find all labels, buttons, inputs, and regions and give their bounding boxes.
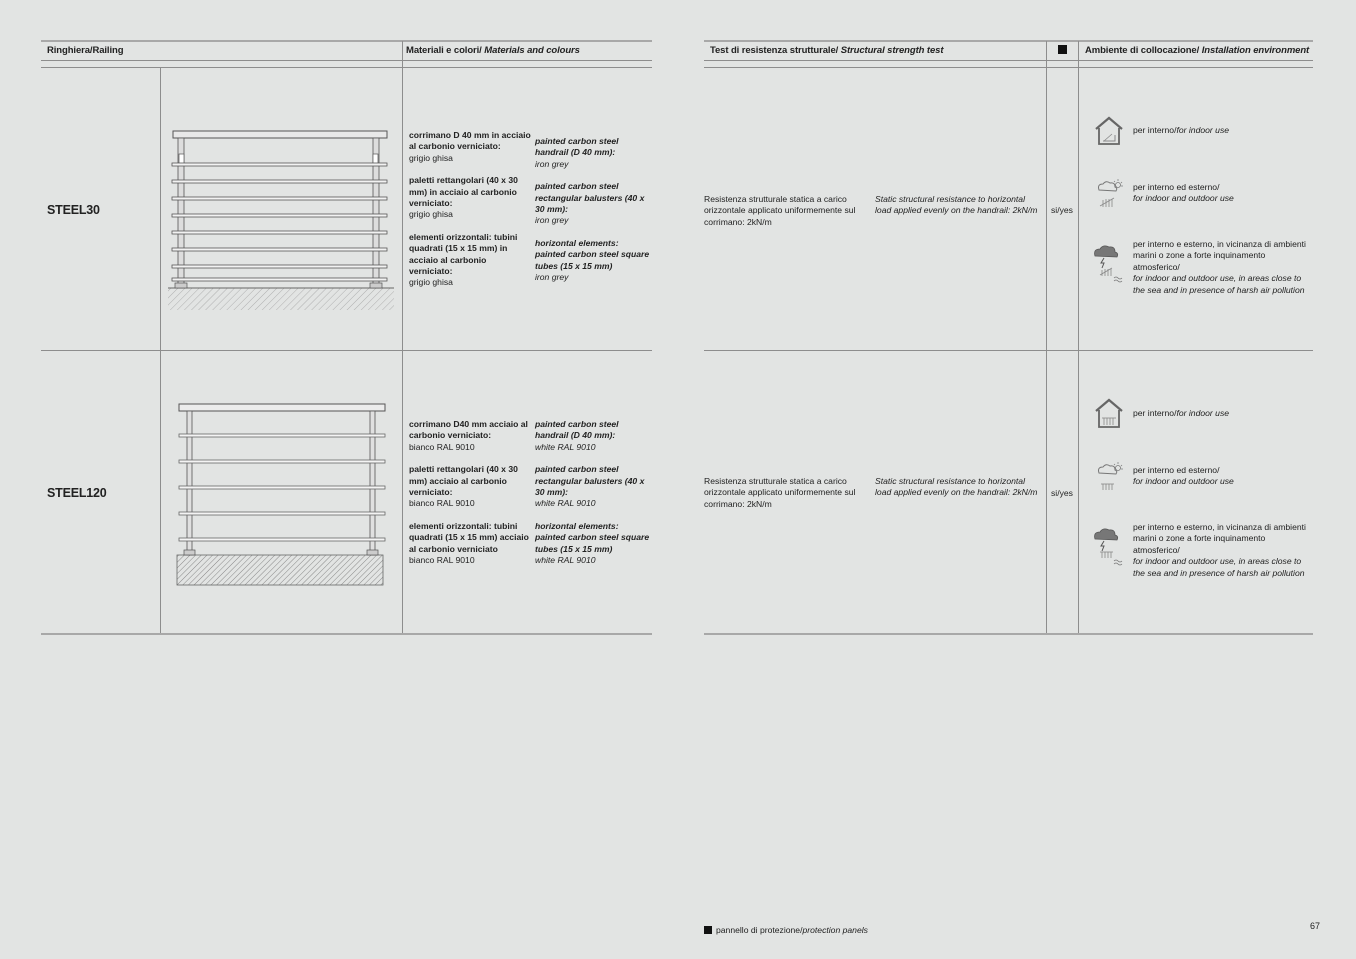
page-number: 67: [1310, 921, 1321, 931]
materials-it: corrimano D 40 mm in acciaio al carbonio verniciato: grigio ghisa paletti rettangolari (40 x 30 mm) in acciaio al carbonio verniciato: grigio ghisa elementi orizzontali: tubini quadrati (15 x 15 mm) in acciaio al carbonio verniciato: grigio ghisa: [409, 130, 531, 288]
storm-sea-icon: [1092, 244, 1126, 284]
storm-sea-icon: [1092, 527, 1126, 567]
materials-en: painted carbon steel handrail (D 40 mm): white RAL 9010 painted carbon steel rectangular balusters (40 x 30 mm): white RAL 9010 horizontal elements: painted carbon steel square tubes (15 x 15 mm) white RAL 9010: [535, 419, 650, 566]
legend-protection-panels: pannello di protezione/protection panels: [704, 925, 868, 935]
header-strength-test: Test di resistenza strutturale/ Structural strength test: [710, 45, 944, 56]
model-name: STEEL30: [47, 203, 100, 217]
materials-en: painted carbon steel handrail (D 40 mm): iron grey painted carbon steel rectangular balusters (40 x 30 mm): iron grey horizontal elements: painted carbon steel square tubes (15 x 15 mm) iron grey: [535, 136, 650, 283]
square-icon: [704, 926, 712, 934]
railing-drawing-steel120: [175, 400, 387, 590]
test-description-en: Static structural resistance to horizontal load applied evenly on the handrail: 2kN/m: [875, 194, 1038, 216]
environment-text: per interno/for indoor use: [1133, 125, 1230, 135]
panel-square-icon: [1058, 45, 1067, 54]
model-name: STEEL120: [47, 486, 107, 500]
panel-value: si/yes: [1051, 488, 1073, 498]
environment-text: per interno e esterno, in vicinanza di ambienti marini o zone a forte inquinamento atmosferico/ for indoor and outdoor use, in areas close to the sea and in presence of harsh air pollution: [1133, 522, 1306, 578]
environment-text: per interno ed esterno/ for indoor and outdoor use: [1133, 182, 1234, 204]
header-railing: Ringhiera/Railing: [47, 45, 124, 56]
cloud-sun-icon: [1094, 178, 1124, 210]
test-description-it: Resistenza strutturale statica a carico orizzontale applicato uniformemente sul corrimano: 2kN/m: [704, 476, 856, 509]
environment-text: per interno/for indoor use: [1133, 408, 1230, 418]
cloud-sun-icon: [1094, 461, 1124, 493]
header-environment: Ambiente di collocazione/ Installation environment: [1085, 45, 1310, 56]
environment-text: per interno ed esterno/ for indoor and outdoor use: [1133, 465, 1234, 487]
test-description-en: Static structural resistance to horizontal load applied evenly on the handrail: 2kN/m: [875, 476, 1038, 498]
panel-value: si/yes: [1051, 205, 1073, 215]
environment-text: per interno e esterno, in vicinanza di ambienti marini o zone a forte inquinamento atmosferico/ for indoor and outdoor use, in areas close to the sea and in presence of harsh air pollution: [1133, 239, 1306, 295]
header-materials: Materiali e colori/ Materials and colours: [406, 45, 580, 56]
house-icon: [1094, 398, 1124, 429]
house-icon: [1094, 116, 1124, 146]
materials-it: corrimano D40 mm acciaio al carbonio verniciato: bianco RAL 9010 paletti rettangolari (40 x 30 mm) acciaio al carbonio verniciato: bianco RAL 9010 elementi orizzontali: tubini quadrati (15 x 15 mm) acciaio al carbonio verniciato bianco RAL 9010: [409, 419, 529, 566]
test-description-it: Resistenza strutturale statica a carico orizzontale applicato uniformemente sul corrimano: 2kN/m: [704, 194, 856, 227]
railing-drawing-steel30: [168, 128, 396, 313]
